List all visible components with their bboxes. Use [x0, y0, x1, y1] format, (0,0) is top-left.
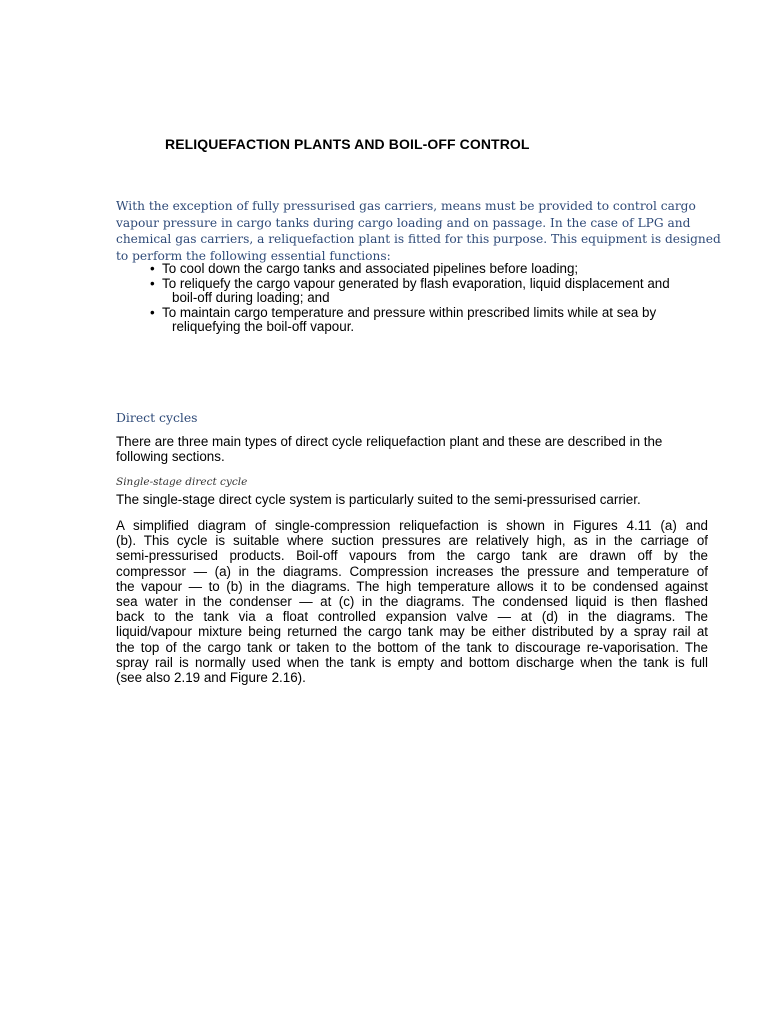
paragraph-line: The single-stage direct cycle system is particularly suited to the semi-pressurised carrier. — [116, 492, 641, 507]
paragraph-line: A simplified diagram of single-compression reliquefaction is shown in Figures 4.11 (a) and — [116, 518, 708, 533]
functions-list — [150, 262, 710, 335]
paragraph-line: liquid/vapour mixture being returned the cargo tank may be either distributed by a spray rail at — [116, 624, 708, 640]
intro-line: chemical gas carriers, a reliquefaction plant is fitted for this purpose. This equipment is designed — [116, 232, 721, 246]
list-item-continuation: reliquefying the boil-off vapour. — [172, 319, 355, 335]
bullet-marker: • — [150, 275, 155, 291]
intro-line: to perform the following essential functions: — [116, 248, 391, 263]
bullet-marker: • — [150, 261, 155, 276]
list-item — [150, 277, 710, 306]
section-heading: Direct cycles — [116, 410, 198, 425]
bullet-marker: • — [150, 304, 155, 320]
list-item-text: To cool down the cargo tanks and associated pipelines before loading; — [162, 261, 579, 276]
intro-line: vapour pressure in cargo tanks during cargo loading and on passage. In the case of LPG and — [116, 215, 691, 230]
paragraph-line: There are three main types of direct cycle reliquefaction plant and these are described in the — [116, 434, 663, 449]
paragraph-line: (see also 2.19 and Figure 2.16). — [116, 669, 306, 685]
paragraph-line: following sections. — [116, 449, 225, 465]
paragraph-line: the vapour — to (b) in the diagrams. The high temperature allows it to be condensed against — [116, 578, 708, 594]
section-intro-paragraph — [116, 434, 708, 464]
page-title: RELIQUEFACTION PLANTS AND BOIL-OFF CONTROL — [165, 136, 530, 152]
list-item-continuation: boil-off during loading; and — [172, 290, 330, 306]
list-item — [150, 262, 710, 277]
paragraph-line: semi-pressurised products. Boil-off vapours from the cargo tank are drawn off by the — [116, 548, 708, 564]
paragraph-line: back to the tank via a float controlled expansion valve — at (d) in the diagrams. The — [116, 609, 708, 625]
list-item-text: To maintain cargo temperature and pressure within prescribed limits while at sea by — [162, 304, 657, 320]
subsection-heading: Single-stage direct cycle — [116, 476, 248, 488]
body-paragraph — [116, 518, 708, 685]
intro-line: With the exception of fully pressurised gas carriers, means must be provided to control cargo — [116, 199, 696, 213]
paragraph-line: the top of the cargo tank or taken to the bottom of the tank to discourage re-vaporisation. The — [116, 639, 708, 655]
paragraph-line: sea water in the condenser — at (c) in the diagrams. The condensed liquid is then flashed — [116, 593, 708, 609]
intro-paragraph — [116, 198, 721, 264]
paragraph-line: spray rail is normally used when the tank is empty and bottom discharge when the tank is full — [116, 654, 708, 670]
subsection-intro-paragraph — [116, 492, 708, 507]
list-item — [150, 306, 710, 335]
paragraph-line: compressor — (a) in the diagrams. Compression increases the pressure and temperature of — [116, 563, 708, 579]
list-item-text: To reliquefy the cargo vapour generated by flash evaporation, liquid displacement and — [162, 275, 670, 291]
paragraph-line: (b). This cycle is suitable where suction pressures are relatively high, as in the carriage of — [116, 533, 708, 549]
